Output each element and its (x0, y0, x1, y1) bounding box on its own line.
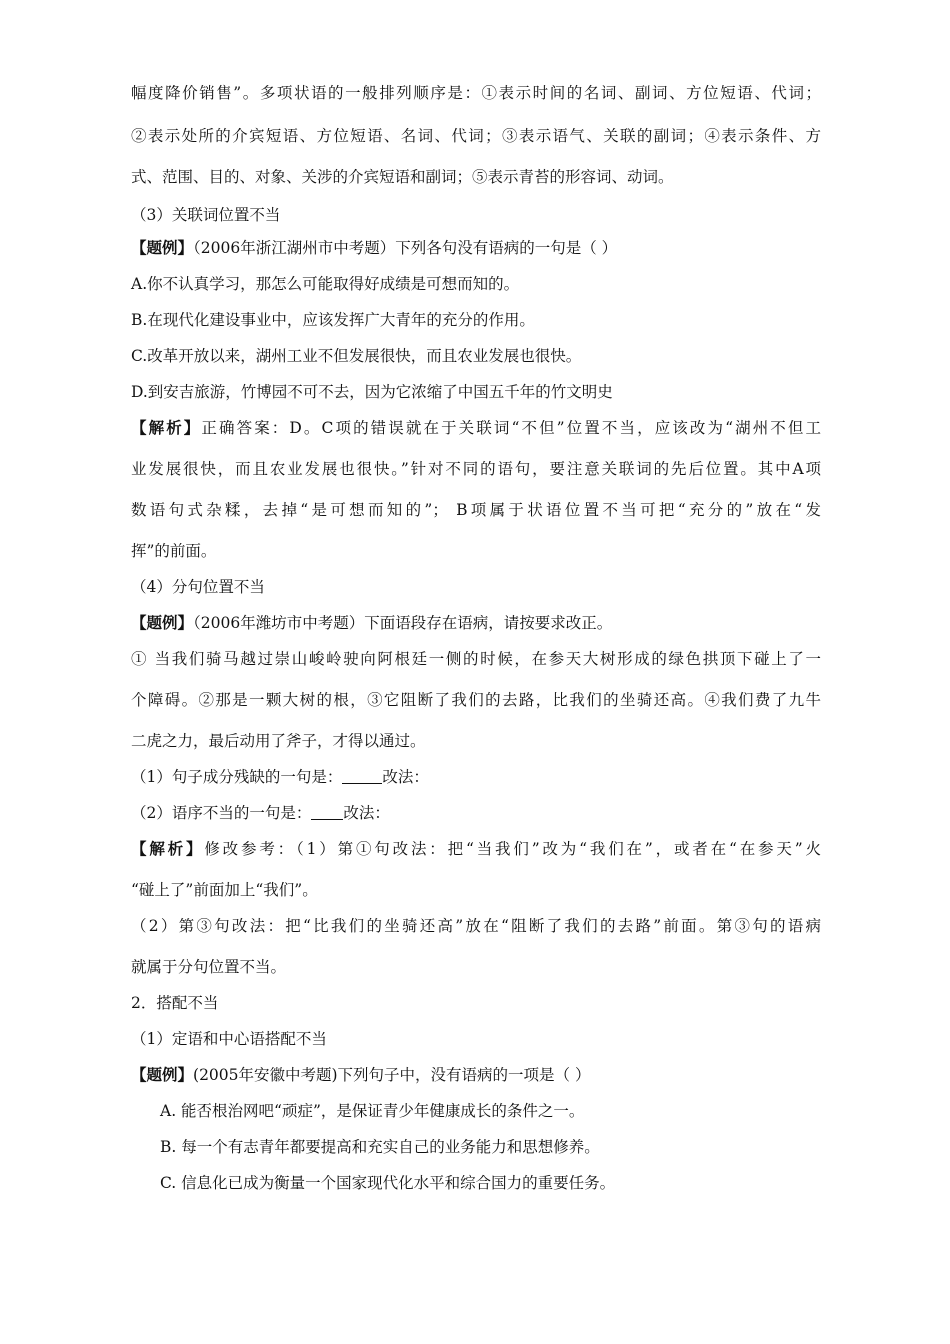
section-heading: （1）定语和中心语搭配不当 (131, 1030, 327, 1048)
text-line: 就属于分句位置不当。 (131, 958, 287, 976)
text-line: ① 当我们骑马越过崇山峻岭驶向阿根廷一侧的时候，在参天大树形成的绿色拱顶下碰上了一 (131, 650, 821, 668)
example-text: （2006年浙江湖州市中考题）下列各句没有语病的一句是（ ） (193, 239, 618, 257)
text-line: （2）第③句改法：把“比我们的坐骑还高”放在“阻断了我们的去路”前面。第③句的语病 (131, 917, 821, 935)
question-2-fix: 改法： (343, 804, 390, 822)
analysis-tag: 【解析】 (131, 839, 205, 858)
answer-blank (311, 805, 343, 820)
option-c: C.改革开放以来，湖州工业不但发展很快，而且农业发展也很快。 (131, 347, 582, 365)
example-line (131, 1065, 821, 1085)
section-heading: （3）关联词位置不当 (131, 206, 281, 224)
option-a: A.你不认真学习，那怎么可能取得好成绩是可想而知的。 (131, 275, 520, 293)
example-text: (2005年安徽中考题)下列句子中，没有语病的一项是（ ） (193, 1066, 591, 1084)
question-1 (131, 767, 821, 787)
example-line (131, 613, 821, 633)
analysis-line (131, 418, 821, 438)
answer-blank (342, 769, 382, 784)
section-heading: （4）分句位置不当 (131, 578, 265, 596)
example-tag: 【题例】 (131, 1065, 194, 1084)
question-2-text: （2）语序不当的一句是： (131, 804, 312, 822)
question-1-fix: 改法： (382, 768, 429, 786)
analysis-text: 正确答案：D。C项的错误就在于关联词“不但”位置不当，应该改为“湖州不但工 (201, 419, 821, 437)
text-line: 式、范围、目的、对象、关涉的介宾短语和副词；⑤表示青苔的形容词、动词。 (131, 168, 674, 186)
example-tag: 【题例】 (131, 238, 194, 257)
example-tag: 【题例】 (131, 613, 194, 632)
text-line: 个障碍。②那是一颗大树的根，③它阻断了我们的去路，比我们的坐骑还高。④我们费了九牛 (131, 691, 821, 709)
analysis-text: 修改参考：（1）第①句改法：把“当我们”改为“我们在”，或者在“在参天”火 (204, 840, 821, 858)
option-b: B.在现代化建设事业中，应该发挥广大青年的充分的作用。 (131, 311, 535, 329)
option-a: A. 能否根治网吧“顽症”，是保证青少年健康成长的条件之一。 (160, 1102, 585, 1120)
text-line: 幅度降价销售”。多项状语的一般排列顺序是：①表示时间的名词、副词、方位短语、代词； (131, 84, 821, 102)
example-line (131, 238, 821, 258)
section-heading: 2．搭配不当 (131, 994, 219, 1012)
analysis-tag: 【解析】 (131, 418, 202, 437)
question-2 (131, 803, 821, 823)
text-line: 二虎之力，最后动用了斧子，才得以通过。 (131, 732, 426, 750)
analysis-line (131, 839, 821, 859)
text-line: “碰上了”前面加上“我们”。 (131, 881, 318, 899)
question-1-text: （1）句子成分残缺的一句是： (131, 768, 343, 786)
text-line: 业发展很快，而且农业发展也很快。”针对不同的语句，要注意关联词的先后位置。其中A项 (131, 460, 821, 478)
option-b: B. 每一个有志青年都要提高和充实自己的业务能力和思想修养。 (160, 1138, 600, 1156)
text-line: 数语句式杂糅，去掉“是可想而知的”； B项属于状语位置不当可把“充分的”放在“发 (131, 501, 821, 519)
text-line: ②表示处所的介宾短语、方位短语、名词、代词；③表示语气、关联的副词；④表示条件、方 (131, 127, 821, 145)
example-text: （2006年潍坊市中考题）下面语段存在语病，请按要求改正。 (193, 614, 613, 632)
text-line: 挥”的前面。 (131, 542, 217, 560)
option-d: D.到安吉旅游，竹博园不可不去，因为它浓缩了中国五千年的竹文明史 (131, 383, 613, 401)
option-c: C. 信息化已成为衡量一个国家现代化水平和综合国力的重要任务。 (160, 1174, 616, 1192)
